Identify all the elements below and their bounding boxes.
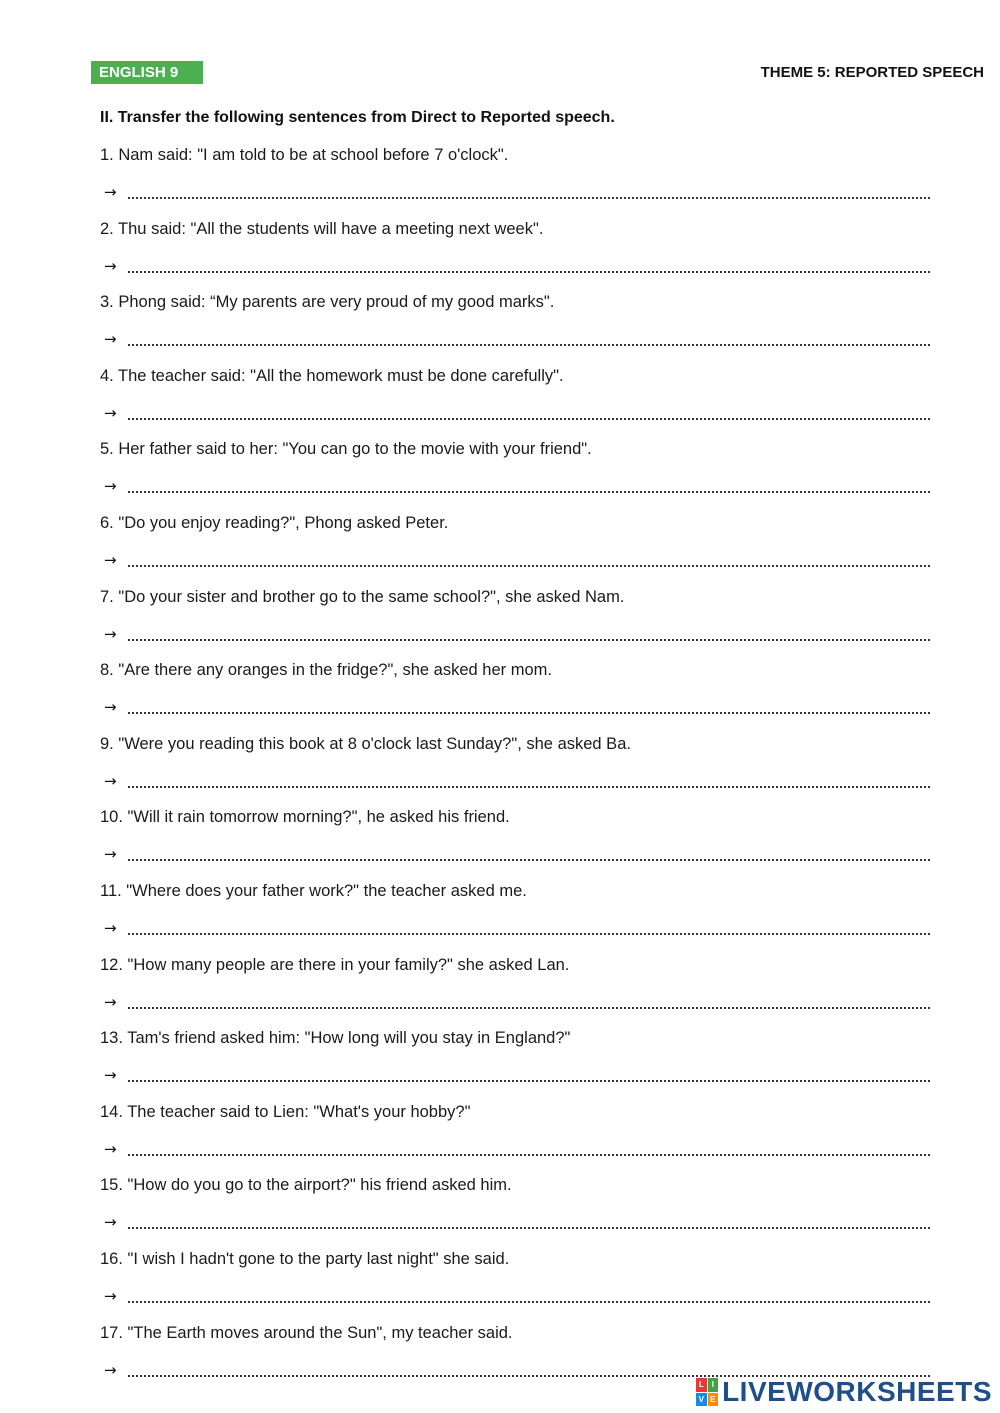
- exercise-item: [100, 292, 930, 366]
- question-text: 8. "Are there any oranges in the fridge?", she asked her mom.: [100, 661, 552, 680]
- exercise-item: [100, 1249, 930, 1323]
- answer-field[interactable]: [104, 843, 930, 863]
- answer-field[interactable]: [104, 255, 930, 275]
- exercise-item: [100, 439, 930, 513]
- exercise-item: [100, 881, 930, 955]
- answer-field[interactable]: [104, 770, 930, 790]
- dotted-answer-line[interactable]: [128, 475, 930, 493]
- dotted-answer-line[interactable]: [128, 1064, 930, 1082]
- arrow-right-icon: →: [104, 256, 117, 275]
- question-text: 14. The teacher said to Lien: "What's your hobby?": [100, 1102, 471, 1121]
- theme-title: THEME 5: REPORTED SPEECH: [760, 64, 984, 81]
- question-text: 1. Nam said: "I am told to be at school before 7 o'clock".: [100, 146, 509, 164]
- arrow-right-icon: →: [104, 1286, 117, 1305]
- arrow-right-icon: →: [104, 992, 117, 1011]
- exercise-item: [100, 1102, 930, 1176]
- exercise-item: [100, 145, 930, 219]
- question-text: 3. Phong said: “My parents are very proud of my good marks".: [100, 293, 555, 312]
- answer-field[interactable]: [104, 549, 930, 569]
- dotted-answer-line[interactable]: [128, 1138, 930, 1156]
- dotted-answer-line[interactable]: [128, 1211, 930, 1229]
- arrow-right-icon: →: [104, 183, 117, 201]
- liveworksheets-logo-icon: [696, 1378, 718, 1406]
- answer-field[interactable]: [104, 1138, 930, 1158]
- dotted-answer-line[interactable]: [128, 843, 930, 861]
- question-text: 11. "Where does your father work?" the teacher asked me.: [100, 881, 527, 900]
- question-text: 13. Tam's friend asked him: "How long will you stay in England?": [100, 1029, 571, 1048]
- arrow-right-icon: →: [104, 1213, 117, 1232]
- answer-field[interactable]: [104, 1211, 930, 1231]
- exercise-item: [100, 366, 930, 440]
- answer-field[interactable]: [104, 623, 930, 643]
- arrow-right-icon: →: [104, 1139, 117, 1158]
- exercise-item: [100, 660, 930, 734]
- answer-field[interactable]: [104, 328, 930, 348]
- dotted-answer-line[interactable]: [128, 770, 930, 788]
- question-text: 15. "How do you go to the airport?" his friend asked him.: [100, 1176, 512, 1195]
- question-text: 4. The teacher said: "All the homework must be done carefully".: [100, 366, 564, 385]
- dotted-answer-line[interactable]: [128, 1359, 930, 1377]
- exercise-item: [100, 734, 930, 808]
- dotted-answer-line[interactable]: [128, 917, 930, 935]
- logo-letter-e: E: [708, 1393, 719, 1407]
- dotted-answer-line[interactable]: [128, 402, 930, 420]
- arrow-right-icon: →: [104, 845, 117, 864]
- arrow-right-icon: →: [104, 918, 117, 937]
- answer-field[interactable]: [104, 696, 930, 716]
- question-text: 7. "Do your sister and brother go to the same school?", she asked Nam.: [100, 587, 625, 606]
- arrow-right-icon: →: [104, 550, 117, 569]
- dotted-answer-line[interactable]: [128, 181, 930, 199]
- logo-letter-l: L: [696, 1378, 707, 1392]
- dotted-answer-line[interactable]: [128, 549, 930, 567]
- exercise-item: [100, 1175, 930, 1249]
- exercise-item: [100, 513, 930, 587]
- logo-letter-v: V: [696, 1393, 707, 1407]
- question-text: 10. "Will it rain tomorrow morning?", he asked his friend.: [100, 808, 510, 827]
- arrow-right-icon: →: [104, 403, 117, 422]
- answer-field[interactable]: [104, 917, 930, 937]
- question-text: 2. Thu said: "All the students will have a meeting next week".: [100, 219, 544, 238]
- exercise-item: [100, 955, 930, 1029]
- course-tag: ENGLISH 9: [91, 61, 203, 84]
- answer-field[interactable]: [104, 402, 930, 422]
- dotted-answer-line[interactable]: [128, 623, 930, 641]
- liveworksheets-watermark: [696, 1377, 992, 1407]
- arrow-right-icon: →: [104, 477, 117, 496]
- answer-field[interactable]: [104, 475, 930, 495]
- arrow-right-icon: →: [104, 1360, 117, 1379]
- question-text: 6. "Do you enjoy reading?", Phong asked Peter.: [100, 513, 449, 532]
- logo-letter-i: I: [708, 1378, 719, 1392]
- dotted-answer-line[interactable]: [128, 255, 930, 273]
- answer-field[interactable]: [104, 1285, 930, 1305]
- dotted-answer-line[interactable]: [128, 991, 930, 1009]
- question-text: 9. "Were you reading this book at 8 o'clock last Sunday?", she asked Ba.: [100, 734, 631, 753]
- instruction-heading: II. Transfer the following sentences from Direct to Reported speech.: [100, 109, 615, 126]
- arrow-right-icon: →: [104, 698, 117, 717]
- arrow-right-icon: →: [104, 624, 117, 643]
- exercise-item: [100, 1028, 930, 1102]
- exercise-item: [100, 587, 930, 661]
- dotted-answer-line[interactable]: [128, 1285, 930, 1303]
- answer-field[interactable]: [104, 181, 930, 201]
- arrow-right-icon: →: [104, 1066, 117, 1085]
- arrow-right-icon: →: [104, 771, 117, 790]
- exercise-item: [100, 807, 930, 881]
- question-text: 5. Her father said to her: "You can go to the movie with your friend".: [100, 440, 592, 459]
- question-text: 16. "I wish I hadn't gone to the party last night" she said.: [100, 1249, 510, 1268]
- watermark-text: LIVEWORKSHEETS: [722, 1376, 992, 1407]
- question-text: 17. "The Earth moves around the Sun", my teacher said.: [100, 1323, 513, 1342]
- arrow-right-icon: →: [104, 330, 117, 349]
- answer-field[interactable]: [104, 991, 930, 1011]
- exercise-item: [100, 219, 930, 293]
- question-text: 12. "How many people are there in your family?" she asked Lan.: [100, 955, 570, 974]
- answer-field[interactable]: [104, 1064, 930, 1084]
- dotted-answer-line[interactable]: [128, 696, 930, 714]
- dotted-answer-line[interactable]: [128, 328, 930, 346]
- exercise-list: [100, 145, 930, 1396]
